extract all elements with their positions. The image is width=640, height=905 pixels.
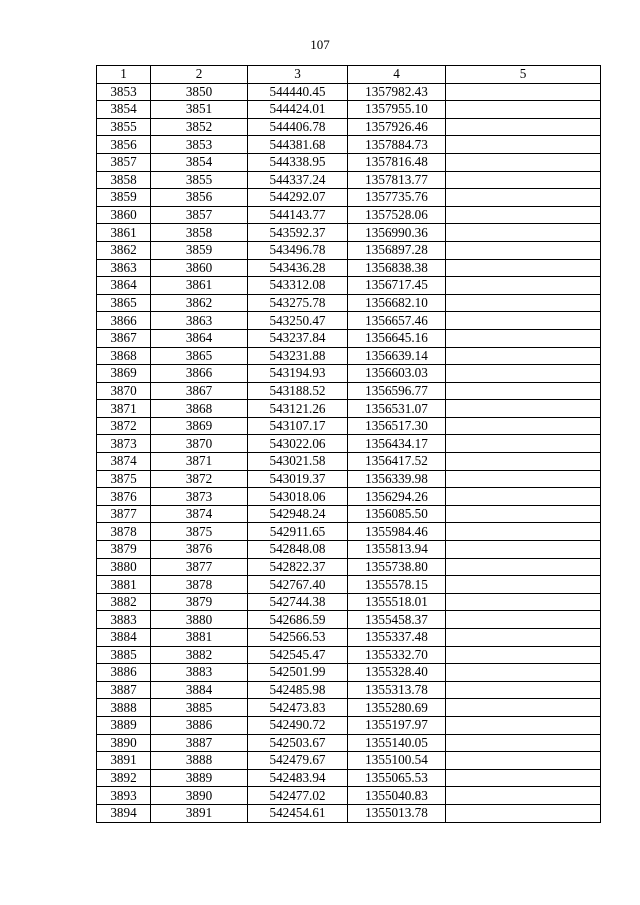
table-cell-col-1: 3865 <box>97 294 151 312</box>
table-row <box>97 382 601 400</box>
header-cell-5: 5 <box>446 66 601 84</box>
table-cell-col-3: 543121.26 <box>248 400 348 418</box>
table-cell-col-3: 544424.01 <box>248 101 348 119</box>
table-cell-col-4: 1356717.45 <box>348 277 446 295</box>
table-cell-col-5 <box>446 558 601 576</box>
table-cell-col-1: 3855 <box>97 118 151 136</box>
table-cell-col-2: 3853 <box>151 136 248 154</box>
table-cell-col-5 <box>446 646 601 664</box>
table-cell-col-3: 543194.93 <box>248 365 348 383</box>
table-cell-col-5 <box>446 576 601 594</box>
table-cell-col-2: 3889 <box>151 769 248 787</box>
table-cell-col-5 <box>446 329 601 347</box>
table-body <box>97 83 601 822</box>
table-cell-col-1: 3886 <box>97 664 151 682</box>
table-cell-col-5 <box>446 699 601 717</box>
table-cell-col-2: 3870 <box>151 435 248 453</box>
table-cell-col-3: 542911.65 <box>248 523 348 541</box>
table-cell-col-4: 1356990.36 <box>348 224 446 242</box>
table-cell-col-2: 3887 <box>151 734 248 752</box>
table-row <box>97 558 601 576</box>
table-cell-col-5 <box>446 241 601 259</box>
table-cell-col-5 <box>446 277 601 295</box>
table-cell-col-2: 3885 <box>151 699 248 717</box>
table-cell-col-5 <box>446 118 601 136</box>
table-cell-col-4: 1357528.06 <box>348 206 446 224</box>
table-cell-col-2: 3883 <box>151 664 248 682</box>
table-cell-col-3: 543018.06 <box>248 488 348 506</box>
table-cell-col-3: 542744.38 <box>248 593 348 611</box>
table-cell-col-4: 1356531.07 <box>348 400 446 418</box>
page-number: 107 <box>310 37 330 52</box>
table-cell-col-1: 3861 <box>97 224 151 242</box>
table-cell-col-2: 3878 <box>151 576 248 594</box>
table-row <box>97 470 601 488</box>
table-cell-col-2: 3881 <box>151 629 248 647</box>
table-cell-col-1: 3862 <box>97 241 151 259</box>
table-cell-col-3: 542454.61 <box>248 804 348 822</box>
table-cell-col-1: 3863 <box>97 259 151 277</box>
table-cell-col-5 <box>446 787 601 805</box>
table-cell-col-5 <box>446 224 601 242</box>
table-cell-col-5 <box>446 136 601 154</box>
table-cell-col-1: 3891 <box>97 752 151 770</box>
table-cell-col-2: 3879 <box>151 593 248 611</box>
table-cell-col-2: 3880 <box>151 611 248 629</box>
table-cell-col-1: 3876 <box>97 488 151 506</box>
table-cell-col-5 <box>446 488 601 506</box>
table-cell-col-4: 1357735.76 <box>348 189 446 207</box>
table-cell-col-5 <box>446 523 601 541</box>
table-cell-col-5 <box>446 259 601 277</box>
table-cell-col-5 <box>446 312 601 330</box>
table-cell-col-5 <box>446 365 601 383</box>
table-row <box>97 294 601 312</box>
table-cell-col-2: 3859 <box>151 241 248 259</box>
table-row <box>97 224 601 242</box>
table-cell-col-4: 1355813.94 <box>348 541 446 559</box>
table-cell-col-5 <box>446 629 601 647</box>
table-cell-col-1: 3864 <box>97 277 151 295</box>
table-cell-col-4: 1355065.53 <box>348 769 446 787</box>
table-row <box>97 136 601 154</box>
table-cell-col-2: 3867 <box>151 382 248 400</box>
table-row <box>97 101 601 119</box>
table-cell-col-4: 1355337.48 <box>348 629 446 647</box>
table-cell-col-5 <box>446 716 601 734</box>
table-cell-col-4: 1357926.46 <box>348 118 446 136</box>
table-cell-col-3: 544381.68 <box>248 136 348 154</box>
table-cell-col-3: 542767.40 <box>248 576 348 594</box>
table-cell-col-1: 3894 <box>97 804 151 822</box>
table-row <box>97 312 601 330</box>
table-cell-col-2: 3862 <box>151 294 248 312</box>
table-cell-col-1: 3858 <box>97 171 151 189</box>
table-cell-col-5 <box>446 417 601 435</box>
table-row <box>97 118 601 136</box>
header-cell-2: 2 <box>151 66 248 84</box>
table-cell-col-4: 1355197.97 <box>348 716 446 734</box>
table-cell-col-2: 3884 <box>151 681 248 699</box>
table-cell-col-4: 1355332.70 <box>348 646 446 664</box>
table-cell-col-2: 3861 <box>151 277 248 295</box>
table-cell-col-5 <box>446 664 601 682</box>
table-cell-col-4: 1357884.73 <box>348 136 446 154</box>
table-cell-col-3: 543275.78 <box>248 294 348 312</box>
table-cell-col-5 <box>446 453 601 471</box>
table-cell-col-2: 3872 <box>151 470 248 488</box>
table-cell-col-5 <box>446 734 601 752</box>
table-cell-col-4: 1356645.16 <box>348 329 446 347</box>
table-cell-col-3: 542503.67 <box>248 734 348 752</box>
header-cell-3: 3 <box>248 66 348 84</box>
table-cell-col-1: 3885 <box>97 646 151 664</box>
table-cell-col-1: 3867 <box>97 329 151 347</box>
table-cell-col-5 <box>446 347 601 365</box>
table-cell-col-5 <box>446 400 601 418</box>
table-row <box>97 153 601 171</box>
table-row <box>97 241 601 259</box>
table-row <box>97 329 601 347</box>
table-cell-col-1: 3857 <box>97 153 151 171</box>
table-cell-col-4: 1356596.77 <box>348 382 446 400</box>
table-row <box>97 716 601 734</box>
table-cell-col-4: 1356339.98 <box>348 470 446 488</box>
table-row <box>97 629 601 647</box>
table-cell-col-1: 3866 <box>97 312 151 330</box>
table-cell-col-2: 3858 <box>151 224 248 242</box>
header-cell-4: 4 <box>348 66 446 84</box>
table-cell-col-4: 1355140.05 <box>348 734 446 752</box>
table-cell-col-3: 543237.84 <box>248 329 348 347</box>
table-cell-col-4: 1357816.48 <box>348 153 446 171</box>
table-cell-col-2: 3877 <box>151 558 248 576</box>
table-cell-col-5 <box>446 435 601 453</box>
table-cell-col-3: 542686.59 <box>248 611 348 629</box>
table-row <box>97 664 601 682</box>
table-cell-col-2: 3888 <box>151 752 248 770</box>
table-cell-col-4: 1357955.10 <box>348 101 446 119</box>
table-cell-col-5 <box>446 541 601 559</box>
table-cell-col-1: 3890 <box>97 734 151 752</box>
table-row <box>97 365 601 383</box>
table-row <box>97 787 601 805</box>
table-cell-col-3: 543436.28 <box>248 259 348 277</box>
table-cell-col-4: 1355013.78 <box>348 804 446 822</box>
table-cell-col-1: 3875 <box>97 470 151 488</box>
table-cell-col-5 <box>446 382 601 400</box>
table-cell-col-5 <box>446 153 601 171</box>
table-cell-col-3: 544440.45 <box>248 83 348 101</box>
table-cell-col-3: 542948.24 <box>248 505 348 523</box>
table-cell-col-1: 3874 <box>97 453 151 471</box>
table-cell-col-4: 1355328.40 <box>348 664 446 682</box>
table-cell-col-3: 543312.08 <box>248 277 348 295</box>
table-row <box>97 189 601 207</box>
table-cell-col-1: 3853 <box>97 83 151 101</box>
table-row <box>97 769 601 787</box>
table-cell-col-2: 3891 <box>151 804 248 822</box>
table-cell-col-4: 1356838.38 <box>348 259 446 277</box>
table-cell-col-1: 3873 <box>97 435 151 453</box>
table-cell-col-1: 3879 <box>97 541 151 559</box>
table-cell-col-2: 3874 <box>151 505 248 523</box>
table-row <box>97 83 601 101</box>
table-cell-col-4: 1356434.17 <box>348 435 446 453</box>
table-cell-col-1: 3882 <box>97 593 151 611</box>
table-cell-col-3: 544292.07 <box>248 189 348 207</box>
table-cell-col-5 <box>446 189 601 207</box>
table-cell-col-3: 544338.95 <box>248 153 348 171</box>
table-row <box>97 646 601 664</box>
table-cell-col-3: 544143.77 <box>248 206 348 224</box>
table-cell-col-2: 3873 <box>151 488 248 506</box>
table-cell-col-2: 3866 <box>151 365 248 383</box>
header-row <box>97 66 601 84</box>
table-cell-col-1: 3878 <box>97 523 151 541</box>
table-cell-col-3: 544406.78 <box>248 118 348 136</box>
table-cell-col-2: 3868 <box>151 400 248 418</box>
table-cell-col-1: 3877 <box>97 505 151 523</box>
table-cell-col-4: 1356417.52 <box>348 453 446 471</box>
table-cell-col-1: 3868 <box>97 347 151 365</box>
table-cell-col-3: 542473.83 <box>248 699 348 717</box>
table-row <box>97 593 601 611</box>
table-cell-col-4: 1356639.14 <box>348 347 446 365</box>
table-cell-col-5 <box>446 171 601 189</box>
table-cell-col-2: 3851 <box>151 101 248 119</box>
table-cell-col-3: 543107.17 <box>248 417 348 435</box>
table-row <box>97 541 601 559</box>
table-row <box>97 206 601 224</box>
table-row <box>97 277 601 295</box>
table-cell-col-2: 3855 <box>151 171 248 189</box>
table-cell-col-5 <box>446 752 601 770</box>
table-cell-col-3: 542490.72 <box>248 716 348 734</box>
table-cell-col-1: 3881 <box>97 576 151 594</box>
table-cell-col-1: 3872 <box>97 417 151 435</box>
table-cell-col-2: 3882 <box>151 646 248 664</box>
table-cell-col-1: 3892 <box>97 769 151 787</box>
table-row <box>97 523 601 541</box>
table-cell-col-1: 3871 <box>97 400 151 418</box>
table-cell-col-5 <box>446 505 601 523</box>
table-cell-col-2: 3850 <box>151 83 248 101</box>
table-cell-col-2: 3856 <box>151 189 248 207</box>
table-cell-col-2: 3864 <box>151 329 248 347</box>
table-row <box>97 611 601 629</box>
table-cell-col-5 <box>446 470 601 488</box>
table-cell-col-2: 3890 <box>151 787 248 805</box>
table-cell-col-5 <box>446 804 601 822</box>
table-row <box>97 488 601 506</box>
table-cell-col-2: 3865 <box>151 347 248 365</box>
table-cell-col-1: 3883 <box>97 611 151 629</box>
table-row <box>97 699 601 717</box>
table-row <box>97 734 601 752</box>
table-row <box>97 435 601 453</box>
table-cell-col-4: 1356294.26 <box>348 488 446 506</box>
table-cell-col-3: 542485.98 <box>248 681 348 699</box>
table-cell-col-4: 1355578.15 <box>348 576 446 594</box>
table-cell-col-5 <box>446 769 601 787</box>
table-row <box>97 171 601 189</box>
table-cell-col-4: 1355280.69 <box>348 699 446 717</box>
table-cell-col-3: 543022.06 <box>248 435 348 453</box>
table-cell-col-4: 1355458.37 <box>348 611 446 629</box>
table-row <box>97 347 601 365</box>
table-header <box>97 66 601 84</box>
table-cell-col-1: 3860 <box>97 206 151 224</box>
table-cell-col-1: 3880 <box>97 558 151 576</box>
table-row <box>97 417 601 435</box>
table-cell-col-4: 1355040.83 <box>348 787 446 805</box>
table-cell-col-4: 1357982.43 <box>348 83 446 101</box>
table-cell-col-3: 543592.37 <box>248 224 348 242</box>
table-cell-col-3: 542477.02 <box>248 787 348 805</box>
table-cell-col-3: 543019.37 <box>248 470 348 488</box>
table-cell-col-2: 3854 <box>151 153 248 171</box>
table-cell-col-4: 1355313.78 <box>348 681 446 699</box>
table-cell-col-2: 3860 <box>151 259 248 277</box>
table-cell-col-1: 3889 <box>97 716 151 734</box>
table-cell-col-2: 3871 <box>151 453 248 471</box>
table-cell-col-3: 543250.47 <box>248 312 348 330</box>
table-cell-col-4: 1356603.03 <box>348 365 446 383</box>
table-cell-col-5 <box>446 681 601 699</box>
table-cell-col-4: 1355738.80 <box>348 558 446 576</box>
table-cell-col-3: 543021.58 <box>248 453 348 471</box>
table-cell-col-1: 3893 <box>97 787 151 805</box>
table-cell-col-5 <box>446 611 601 629</box>
table-cell-col-2: 3875 <box>151 523 248 541</box>
table-cell-col-2: 3876 <box>151 541 248 559</box>
table-cell-col-5 <box>446 294 601 312</box>
table-cell-col-1: 3854 <box>97 101 151 119</box>
table-cell-col-3: 543496.78 <box>248 241 348 259</box>
table-row <box>97 400 601 418</box>
table-cell-col-2: 3863 <box>151 312 248 330</box>
table-cell-col-2: 3869 <box>151 417 248 435</box>
table-cell-col-3: 542483.94 <box>248 769 348 787</box>
table-row <box>97 259 601 277</box>
table-cell-col-2: 3852 <box>151 118 248 136</box>
table-cell-col-3: 542479.67 <box>248 752 348 770</box>
table-row <box>97 752 601 770</box>
table-cell-col-5 <box>446 593 601 611</box>
header-cell-1: 1 <box>97 66 151 84</box>
table-cell-col-3: 542501.99 <box>248 664 348 682</box>
table-cell-col-4: 1355518.01 <box>348 593 446 611</box>
table-cell-col-4: 1356085.50 <box>348 505 446 523</box>
table-cell-col-3: 542545.47 <box>248 646 348 664</box>
table-cell-col-1: 3856 <box>97 136 151 154</box>
table-cell-col-1: 3859 <box>97 189 151 207</box>
table-cell-col-5 <box>446 83 601 101</box>
table-cell-col-3: 542566.53 <box>248 629 348 647</box>
coordinates-table <box>96 65 601 823</box>
table-cell-col-3: 542822.37 <box>248 558 348 576</box>
table-row <box>97 576 601 594</box>
table-cell-col-2: 3857 <box>151 206 248 224</box>
table-cell-col-1: 3884 <box>97 629 151 647</box>
table-row <box>97 505 601 523</box>
table-cell-col-2: 3886 <box>151 716 248 734</box>
table-cell-col-5 <box>446 101 601 119</box>
table-cell-col-4: 1355100.54 <box>348 752 446 770</box>
table-row <box>97 804 601 822</box>
table-row <box>97 453 601 471</box>
table-cell-col-1: 3888 <box>97 699 151 717</box>
table-row <box>97 681 601 699</box>
table-cell-col-4: 1355984.46 <box>348 523 446 541</box>
table-cell-col-3: 544337.24 <box>248 171 348 189</box>
table-cell-col-3: 542848.08 <box>248 541 348 559</box>
table-cell-col-4: 1357813.77 <box>348 171 446 189</box>
table-cell-col-4: 1356657.46 <box>348 312 446 330</box>
table-cell-col-1: 3887 <box>97 681 151 699</box>
table-cell-col-4: 1356682.10 <box>348 294 446 312</box>
table-cell-col-1: 3869 <box>97 365 151 383</box>
table-cell-col-3: 543188.52 <box>248 382 348 400</box>
table-cell-col-4: 1356897.28 <box>348 241 446 259</box>
table-cell-col-4: 1356517.30 <box>348 417 446 435</box>
table-cell-col-5 <box>446 206 601 224</box>
table-cell-col-3: 543231.88 <box>248 347 348 365</box>
table-cell-col-1: 3870 <box>97 382 151 400</box>
